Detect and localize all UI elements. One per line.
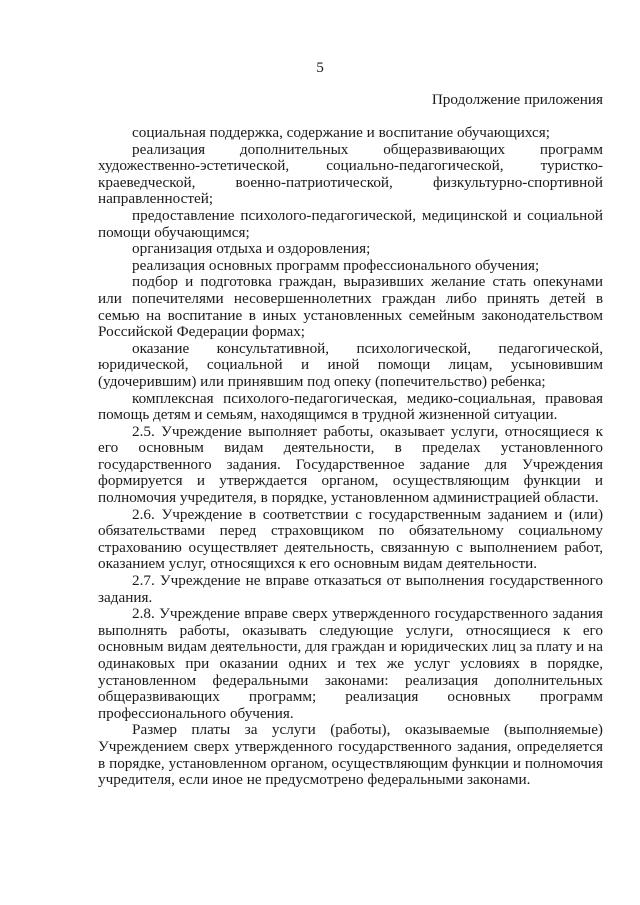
paragraph: организация отдыха и оздоровления;	[132, 240, 371, 258]
paragraph: 2.5. Учреждение выполняет работы, оказывает услуги, относящиеся к его основным видам деятельности, в пределах установленного государственного задания. Государственное задание для Учреждения формируется и утверждается органом, осуществляющим функции и полномочия учредителя, в порядке, установленном администрацией области.	[98, 422, 603, 507]
paragraph: социальная поддержка, содержание и воспитание обучающихся;	[132, 124, 550, 141]
page-number: 5	[316, 59, 324, 76]
paragraph: оказание консультативной, психологической, педагогической, юридической, социальной и иной помощи лицам, усыновившим (удочерившим) или принявшим под опеку (попечительство) ребенка;	[98, 339, 603, 390]
paragraph: 2.8. Учреждение вправе сверх утвержденного государственного задания выполнять работы, оказывать следующие услуги, относящиеся к его основным видам деятельности, для граждан и юридических лиц за плату и на одинаковых при оказании одних и тех же услуг условиях в порядке, установленном федеральными законами: реализация дополнительных общеразвивающих программ; реализация основных программ профессионального обучения.	[98, 605, 603, 722]
paragraph: 2.6. Учреждение в соответствии с государственным заданием и (или) обязательствами перед страховщиком по обязательному социальному страхованию осуществляет деятельность, связанную с выполнением работ, оказанием услуг, относящихся к его основным видам деятельности.	[98, 505, 603, 573]
paragraph: реализация дополнительных общеразвивающих программ художественно-эстетической, социально-педагогической, туристко-краеведческой, военно-патриотической, физкультурно-спортивной направленностей;	[98, 140, 603, 208]
body-text	[98, 125, 603, 789]
paragraph: реализация основных программ профессионального обучения;	[132, 256, 540, 274]
paragraph: 2.7. Учреждение не вправе отказаться от выполнения государственного задания.	[98, 572, 603, 606]
paragraph: предоставление психолого-педагогической, медицинской и социальной помощи обучающимся;	[98, 206, 603, 241]
paragraph: подбор и подготовка граждан, выразивших желание стать опекунами или попечителями несовершеннолетних граждан либо принять детей в семью на воспитание в иных установленных семейным законодательством Российской Федерации формах;	[98, 273, 603, 341]
paragraph: Размер платы за услуги (работы), оказываемые (выполняемые) Учреждением сверх утвержденного государственного задания, определяется в порядке, установленном органом, осуществляющим функции и полномочия учредителя, если иное не предусмотрено федеральными законами.	[98, 721, 603, 789]
paragraph: комплексная психолого-педагогическая, медико-социальная, правовая помощь детям и семьям, находящимся в трудной жизненной ситуации.	[98, 389, 603, 424]
continuation-heading: Продолжение приложения	[431, 91, 603, 108]
